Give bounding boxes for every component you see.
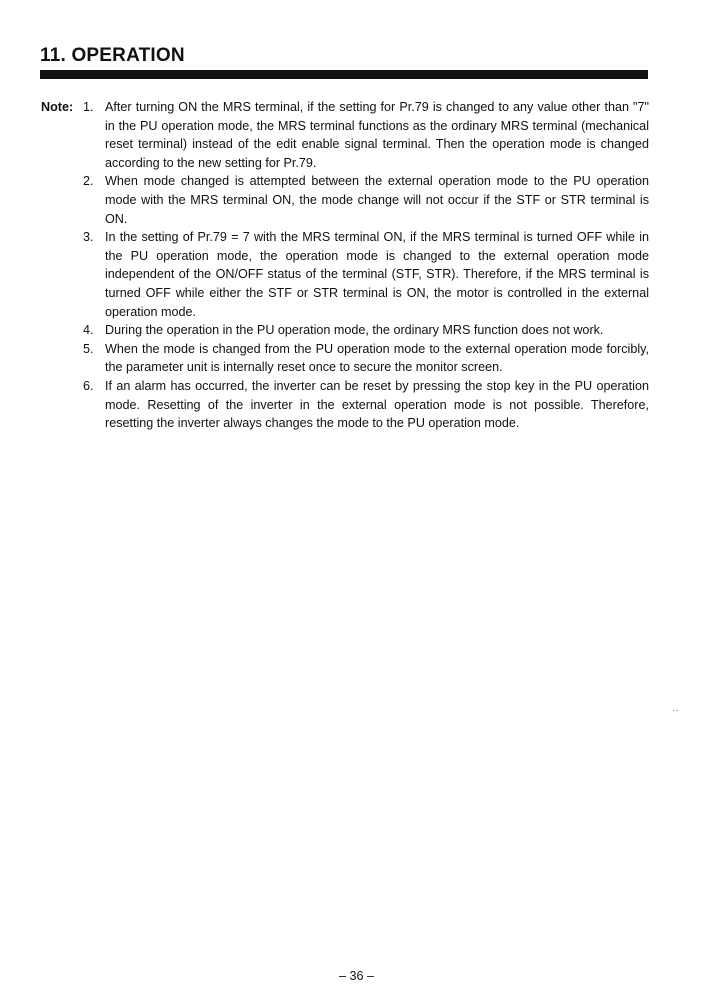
note-list [83,98,649,433]
note-text: After turning ON the MRS terminal, if the setting for Pr.79 is changed to any value other than "7" in the PU operation mode, the MRS terminal functions as the ordinary MRS terminal (mechanical reset terminal) instead of the edit enable signal terminal. Then the operation mode is changed according to the new setting for Pr.79. [105,100,649,170]
note-text: When the mode is changed from the PU operation mode to the external operation mode forcibly, the parameter unit is internally reset once to secure the monitor screen. [105,341,649,375]
note-text: If an alarm has occurred, the inverter can be reset by pressing the stop key in the PU operation mode. Resetting of the inverter in the external operation mode is not possible. Therefore, resetting the inverter always changes the mode to the PU operation mode. [105,378,649,431]
note-label: Note: [41,100,74,114]
note-text: When mode changed is attempted between the external operation mode to the PU operation mode with the MRS terminal ON, the mode change will not occur if the STF or STR terminal is ON. [105,174,649,226]
page-number: – 36 – [338,969,374,983]
scan-artifact: ·· [672,705,679,716]
page-title: 11. OPERATION [40,45,185,66]
note-number: 2. [83,174,94,189]
note-item-3 [83,228,649,321]
note-number: 3. [83,230,94,245]
note-number: 4. [83,323,94,338]
note-number: 6. [83,378,94,393]
note-item-1 [83,98,649,172]
note-item-2 [83,172,649,228]
note-item-5 [83,340,649,377]
note-number: 1. [83,100,94,114]
note-text: During the operation in the PU operation mode, the ordinary MRS function does not work. [105,323,604,338]
note-item-4 [83,321,649,340]
note-number: 5. [83,341,94,356]
note-text: In the setting of Pr.79 = 7 with the MRS terminal ON, if the MRS terminal is turned OFF while in the PU operation mode, the operation mode is changed to the external operation mode independent of the ON/OFF status of the terminal (STF, STR). Therefore, if the MRS terminal is turned OFF while either the STF or STR terminal is ON, the motor is controlled in the external operation mode. [105,230,649,319]
note-item-6 [83,377,649,433]
title-rule [40,70,648,79]
